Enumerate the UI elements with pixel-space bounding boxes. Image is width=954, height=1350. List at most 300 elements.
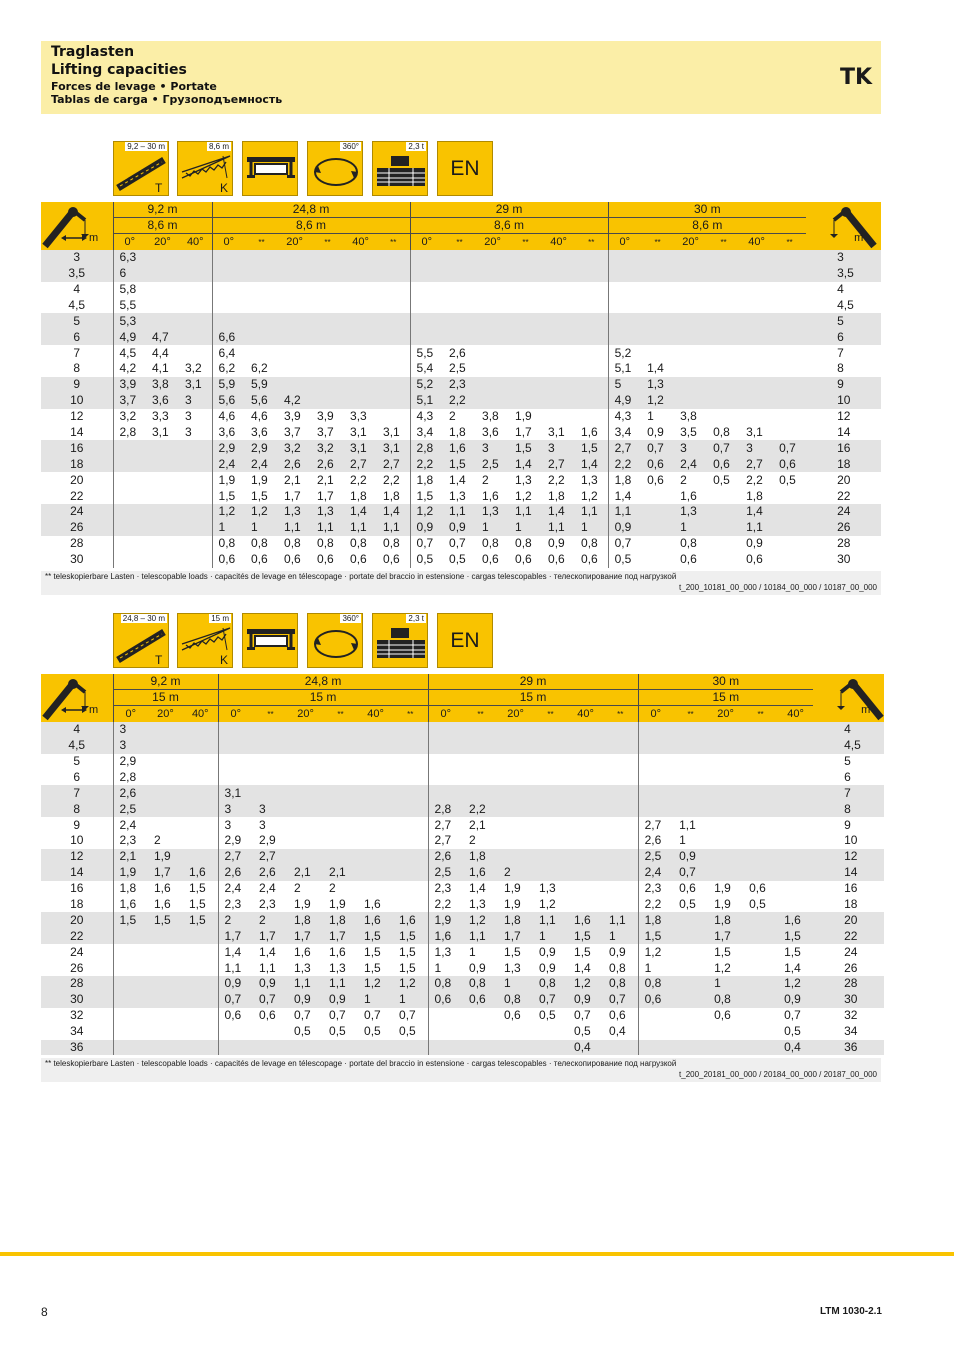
- load-cell: [311, 377, 344, 393]
- load-cell: [673, 944, 708, 960]
- load-cell: [146, 552, 179, 568]
- load-cell: 0,6: [707, 456, 740, 472]
- load-cell: 2,3: [259, 897, 276, 912]
- boom-length-header: 29 m: [410, 202, 608, 218]
- load-cell: 1,1: [463, 928, 498, 944]
- load-cell: 0,5: [410, 552, 443, 568]
- load-cell: [179, 552, 212, 568]
- load-cell: [344, 250, 377, 266]
- load-cell: [410, 297, 443, 313]
- load-cell: [183, 960, 218, 976]
- load-cell: [641, 313, 674, 329]
- load-cell: [245, 297, 278, 313]
- load-cell: 3,9: [284, 409, 301, 424]
- load-cell: 3: [542, 440, 575, 456]
- load-cell: [542, 345, 575, 361]
- boom-length-header: 24,8 m: [218, 674, 428, 690]
- load-cell: [608, 266, 641, 282]
- load-cell: [603, 754, 638, 770]
- load-cell: [498, 849, 533, 865]
- table-code: TK: [839, 65, 872, 90]
- load-cell: 0,6: [350, 552, 367, 567]
- load-cell: 2,1: [317, 472, 334, 487]
- radius-cell: 10: [70, 833, 84, 848]
- radius-cell: 3: [41, 250, 113, 266]
- angle-header: 20°: [278, 234, 311, 250]
- angle-header: **: [641, 234, 674, 250]
- table-row: [41, 282, 881, 298]
- load-cell: 1,7: [708, 928, 743, 944]
- load-cell: [463, 1040, 498, 1056]
- load-cell: [476, 377, 509, 393]
- load-cell: [773, 329, 806, 345]
- load-cell: [410, 313, 443, 329]
- load-cell: [533, 833, 568, 849]
- load-cell: 0,8: [317, 536, 334, 551]
- crane-boom-icon: [41, 674, 113, 722]
- load-cell: [288, 849, 323, 865]
- load-cell: 5,1: [410, 393, 443, 409]
- load-cell: [113, 552, 146, 568]
- load-cell: [377, 266, 410, 282]
- load-cell: 1,6: [680, 488, 697, 503]
- angle-header: **: [463, 706, 498, 722]
- load-cell: 1,9: [515, 409, 532, 424]
- load-cell: 1,3: [329, 960, 346, 975]
- load-cell: [743, 785, 778, 801]
- load-cell: 1,6: [154, 881, 171, 896]
- load-cell: [778, 801, 813, 817]
- load-cell: [641, 504, 674, 520]
- load-cell: 1,6: [463, 865, 498, 881]
- load-cell: [183, 976, 218, 992]
- angle-header: **: [253, 706, 288, 722]
- load-cell: 1,4: [469, 881, 486, 896]
- load-cell: [218, 769, 253, 785]
- load-cell: [146, 313, 179, 329]
- load-cell: [708, 769, 743, 785]
- load-cell: [428, 769, 463, 785]
- load-cell: 2,3: [218, 897, 253, 913]
- load-cell: 1,4: [740, 504, 773, 520]
- load-cell: 0,6: [463, 992, 498, 1008]
- load-cell: [148, 722, 183, 738]
- angle-header: 40°: [183, 706, 218, 722]
- load-cell: [148, 754, 183, 770]
- load-cell: [773, 297, 806, 313]
- load-cell: [743, 1008, 778, 1024]
- load-cell: 1,1: [608, 504, 641, 520]
- load-cell: 0,7: [574, 1008, 591, 1023]
- load-cell: [575, 409, 608, 425]
- load-cell: [288, 833, 323, 849]
- load-cell: [179, 472, 212, 488]
- config-icons-1: [113, 141, 513, 197]
- load-cell: [344, 361, 377, 377]
- load-cell: [148, 1040, 183, 1056]
- load-cell: 6,3: [113, 250, 146, 266]
- radius-cell: 5: [41, 313, 113, 329]
- load-cell: 0,8: [383, 536, 400, 551]
- load-cell: [443, 329, 476, 345]
- angle-header: **: [673, 706, 708, 722]
- load-cell: 1,7: [515, 425, 532, 440]
- load-cell: [218, 722, 253, 738]
- load-cell: 0,8: [609, 960, 626, 975]
- load-cell: [575, 282, 608, 298]
- load-cell: [245, 282, 278, 298]
- load-cell: 1,6: [568, 912, 603, 928]
- load-cell: [674, 361, 707, 377]
- load-cell: [707, 250, 740, 266]
- load-cell: 0,9: [253, 976, 288, 992]
- load-cell: 1,4: [647, 361, 664, 376]
- angle-header: 0°: [218, 706, 253, 722]
- standard-en-badge: EN: [437, 141, 493, 196]
- radius-cell: 12: [41, 849, 113, 865]
- load-cell: 1,7: [288, 928, 323, 944]
- load-cell: [311, 345, 344, 361]
- radius-cell: 3,5: [806, 266, 881, 282]
- load-cell: [673, 785, 708, 801]
- load-cell: [773, 250, 806, 266]
- angle-header: **: [311, 234, 344, 250]
- load-cell: 1,9: [251, 472, 268, 487]
- load-cell: [212, 282, 245, 298]
- load-cell: 1: [647, 409, 654, 424]
- load-cell: [533, 849, 568, 865]
- load-cell: [443, 313, 476, 329]
- angle-header: 40°: [344, 234, 377, 250]
- load-cell: 1: [575, 520, 608, 536]
- radius-cell: 24: [41, 504, 113, 520]
- radius-cell: 18: [844, 897, 858, 912]
- table-row: [41, 409, 881, 425]
- load-cell: [410, 266, 443, 282]
- load-cell: 1: [498, 976, 533, 992]
- load-cell: 0,8: [212, 536, 245, 552]
- load-cell: 2,8: [428, 801, 463, 817]
- jib-length-header: 15 m: [428, 690, 638, 706]
- load-cell: [476, 297, 509, 313]
- load-cell: 3,5: [680, 425, 697, 440]
- load-cell: [146, 266, 179, 282]
- table-row: [41, 504, 881, 520]
- load-cell: 3,2: [278, 440, 311, 456]
- load-cell: [773, 552, 806, 568]
- radius-cell: 30: [70, 552, 84, 567]
- load-cell: 0,8: [533, 976, 568, 992]
- load-cell: 1,7: [218, 928, 253, 944]
- load-cell: 1,8: [638, 912, 673, 928]
- load-cell: [603, 833, 638, 849]
- load-cell: 1,6: [294, 944, 311, 959]
- load-cell: [575, 329, 608, 345]
- jib-length-header: 15 m: [638, 690, 813, 706]
- angle-header: **: [603, 706, 638, 722]
- load-cell: 3: [253, 801, 288, 817]
- load-cell: 1,5: [393, 928, 428, 944]
- load-cell: 1,7: [498, 928, 533, 944]
- slew-360-icon: 360°: [307, 141, 363, 196]
- radius-cell: 20: [70, 472, 84, 487]
- load-cell: [568, 881, 603, 897]
- load-cell: 3,6: [146, 393, 179, 409]
- load-cell: [323, 738, 358, 754]
- load-cell: [148, 1008, 183, 1024]
- load-cell: 0,8: [638, 976, 673, 992]
- load-cell: 0,9: [443, 520, 476, 536]
- load-cell: [148, 976, 183, 992]
- load-cell: [253, 1024, 288, 1040]
- load-cell: 3,2: [185, 361, 202, 376]
- load-cell: [707, 345, 740, 361]
- load-cell: [288, 754, 323, 770]
- table-row: [41, 488, 881, 504]
- load-cell: 3,3: [152, 409, 169, 424]
- load-cell: 2,1: [284, 472, 301, 487]
- radius-cell: 9: [806, 377, 881, 393]
- load-cell: 2,2: [383, 472, 400, 487]
- load-cell: 1,4: [344, 504, 377, 520]
- load-cell: [212, 266, 245, 282]
- load-cell: 5,2: [608, 345, 641, 361]
- load-cell: 1,1: [377, 520, 410, 536]
- load-cell: [146, 536, 179, 552]
- load-cell: [146, 520, 179, 536]
- load-cell: [476, 345, 509, 361]
- table-row: [41, 266, 881, 282]
- load-cell: [253, 785, 288, 801]
- load-cell: [212, 250, 245, 266]
- load-cell: 1,1: [218, 960, 253, 976]
- load-cell: [743, 833, 778, 849]
- load-cell: [740, 377, 773, 393]
- load-cell: [533, 722, 568, 738]
- load-cell: 1,1: [288, 976, 323, 992]
- unit-label: m: [89, 232, 99, 244]
- boom-length-header: 9,2 m: [113, 674, 218, 690]
- load-cell: 1,5: [189, 897, 206, 912]
- load-cell: 1,1: [344, 520, 377, 536]
- load-cell: [641, 329, 674, 345]
- radius-cell: 10: [806, 393, 881, 409]
- load-cell: [638, 1024, 673, 1040]
- load-cell: [183, 801, 218, 817]
- load-cell: [323, 849, 358, 865]
- table-row: [41, 297, 881, 313]
- load-cell: 3,8: [680, 409, 697, 424]
- load-cell: [344, 266, 377, 282]
- load-cell: [245, 345, 278, 361]
- load-cell: [707, 377, 740, 393]
- load-cell: [641, 297, 674, 313]
- load-cell: 1,3: [504, 960, 521, 975]
- load-cell: [183, 944, 218, 960]
- load-cell: 2: [469, 833, 476, 848]
- load-cell: [393, 849, 428, 865]
- load-cell: 1,5: [714, 944, 731, 959]
- load-cell: [568, 865, 603, 881]
- radius-cell: 28: [837, 536, 851, 551]
- load-cell: [743, 738, 778, 754]
- load-cell: 1,8: [746, 488, 763, 503]
- load-cell: 0,5: [574, 1024, 591, 1039]
- load-cell: 1,2: [778, 976, 813, 992]
- load-cell: [476, 361, 509, 377]
- load-cell: [393, 769, 428, 785]
- angle-header: **: [509, 234, 542, 250]
- load-cell: [542, 409, 575, 425]
- radius-cell: 30: [813, 992, 884, 1008]
- crane-boom-icon: [806, 202, 881, 250]
- load-cell: 2,6: [449, 345, 466, 360]
- boom-length-header: 30 m: [638, 674, 813, 690]
- angle-header: 40°: [568, 706, 603, 722]
- load-cell: 1,9: [428, 912, 463, 928]
- footnote-text: ** teleskopierbare Lasten · telescopable loads · capacités de levage en télescopage · portate del braccio in estensione · cargas telescopables · телескопирование под нагрузкой: [45, 572, 677, 581]
- load-cell: [778, 849, 813, 865]
- angle-header: 20°: [708, 706, 743, 722]
- load-cell: 0,5: [294, 1024, 311, 1039]
- load-cell: [428, 1024, 463, 1040]
- angle-header: **: [323, 706, 358, 722]
- angle-header: 20°: [674, 234, 707, 250]
- load-cell: 1,6: [329, 944, 346, 959]
- load-cell: [542, 266, 575, 282]
- load-cell: [323, 801, 358, 817]
- load-cell: 0,6: [746, 552, 763, 567]
- load-cell: [393, 738, 428, 754]
- load-cell: [708, 785, 743, 801]
- table-row: [41, 912, 884, 928]
- load-cell: [773, 377, 806, 393]
- load-cell: 2,3: [638, 881, 673, 897]
- load-cell: [358, 1040, 393, 1056]
- angle-header: 20°: [476, 234, 509, 250]
- load-cell: 3: [185, 409, 192, 424]
- load-cell: [603, 738, 638, 754]
- load-cell: 1,8: [383, 488, 400, 503]
- radius-cell: 3,5: [41, 266, 113, 282]
- load-cell: 2,7: [253, 849, 288, 865]
- load-cell: [568, 833, 603, 849]
- load-cell: 0,7: [399, 1008, 416, 1023]
- load-cell: 4,5: [113, 345, 146, 361]
- radius-cell: 26: [70, 960, 84, 975]
- load-cell: [707, 329, 740, 345]
- load-cell: 1,2: [410, 504, 443, 520]
- load-cell: [344, 377, 377, 393]
- model-name: LTM 1030-2.1: [819, 1306, 882, 1317]
- load-cell: [707, 266, 740, 282]
- load-cell: 1,9: [294, 897, 311, 912]
- table-row: [41, 536, 881, 552]
- angle-header: 0°: [410, 234, 443, 250]
- load-cell: [673, 960, 708, 976]
- load-cell: 0,8: [350, 536, 367, 551]
- radius-cell: 6: [844, 769, 851, 784]
- table-row: [41, 865, 884, 881]
- radius-cell: 36: [813, 1040, 884, 1056]
- load-cell: 1,7: [148, 865, 183, 881]
- load-cell: 0,8: [581, 536, 598, 551]
- angle-header: 20°: [148, 706, 183, 722]
- load-cell: 1,3: [294, 960, 311, 975]
- load-cell: [245, 266, 278, 282]
- radius-cell: 16: [70, 881, 84, 896]
- table-row: [41, 976, 884, 992]
- load-cell: 5,6: [245, 393, 278, 409]
- load-cell: 0,7: [364, 1008, 381, 1023]
- load-cell: [476, 393, 509, 409]
- load-cell: [323, 1040, 358, 1056]
- load-cell: 0,4: [568, 1040, 603, 1056]
- load-cell: [641, 488, 674, 504]
- load-cell: 2,8: [410, 440, 443, 456]
- load-cell: 1,2: [641, 393, 674, 409]
- load-cell: 2: [218, 912, 253, 928]
- load-cell: 0,8: [428, 976, 463, 992]
- load-cell: [179, 282, 212, 298]
- load-cell: 0,9: [469, 960, 486, 975]
- load-cell: 1,1: [740, 520, 773, 536]
- load-cell: [575, 313, 608, 329]
- load-cell: [377, 282, 410, 298]
- load-cell: [707, 409, 740, 425]
- load-cell: 1,9: [148, 849, 183, 865]
- load-cell: [743, 754, 778, 770]
- load-cell: [428, 754, 463, 770]
- load-cell: 1,6: [581, 425, 598, 440]
- load-cell: 5,9: [245, 377, 278, 393]
- load-cell: 2,9: [259, 833, 276, 848]
- load-cell: [245, 313, 278, 329]
- load-cell: [146, 440, 179, 456]
- load-cell: 1,9: [714, 897, 731, 912]
- load-cell: 3: [113, 722, 148, 738]
- load-cell: 1,1: [575, 504, 608, 520]
- load-cell: [183, 754, 218, 770]
- load-cell: [498, 1040, 533, 1056]
- angle-header: 20°: [146, 234, 179, 250]
- load-cell: [358, 722, 393, 738]
- load-cell: [674, 329, 707, 345]
- load-cell: [673, 992, 708, 1008]
- load-cell: 1,6: [428, 928, 463, 944]
- load-cell: [113, 488, 146, 504]
- load-cell: [179, 329, 212, 345]
- table-row: [41, 960, 884, 976]
- load-cell: [183, 849, 218, 865]
- load-cell: 1,8: [350, 488, 367, 503]
- load-cell: 3,1: [350, 425, 367, 440]
- load-cell: [542, 361, 575, 377]
- load-cell: [113, 1024, 148, 1040]
- load-cell: 0,9: [746, 536, 763, 551]
- load-cell: 1,3: [581, 472, 598, 487]
- title-de: Traglasten: [51, 44, 135, 60]
- load-cell: [743, 722, 778, 738]
- load-cell: 1: [509, 520, 542, 536]
- load-cell: 2: [329, 881, 336, 896]
- load-cell: [778, 738, 813, 754]
- load-cell: [740, 266, 773, 282]
- load-cell: [278, 297, 311, 313]
- load-cell: [778, 897, 813, 913]
- load-cell: [509, 345, 542, 361]
- load-cell: [674, 250, 707, 266]
